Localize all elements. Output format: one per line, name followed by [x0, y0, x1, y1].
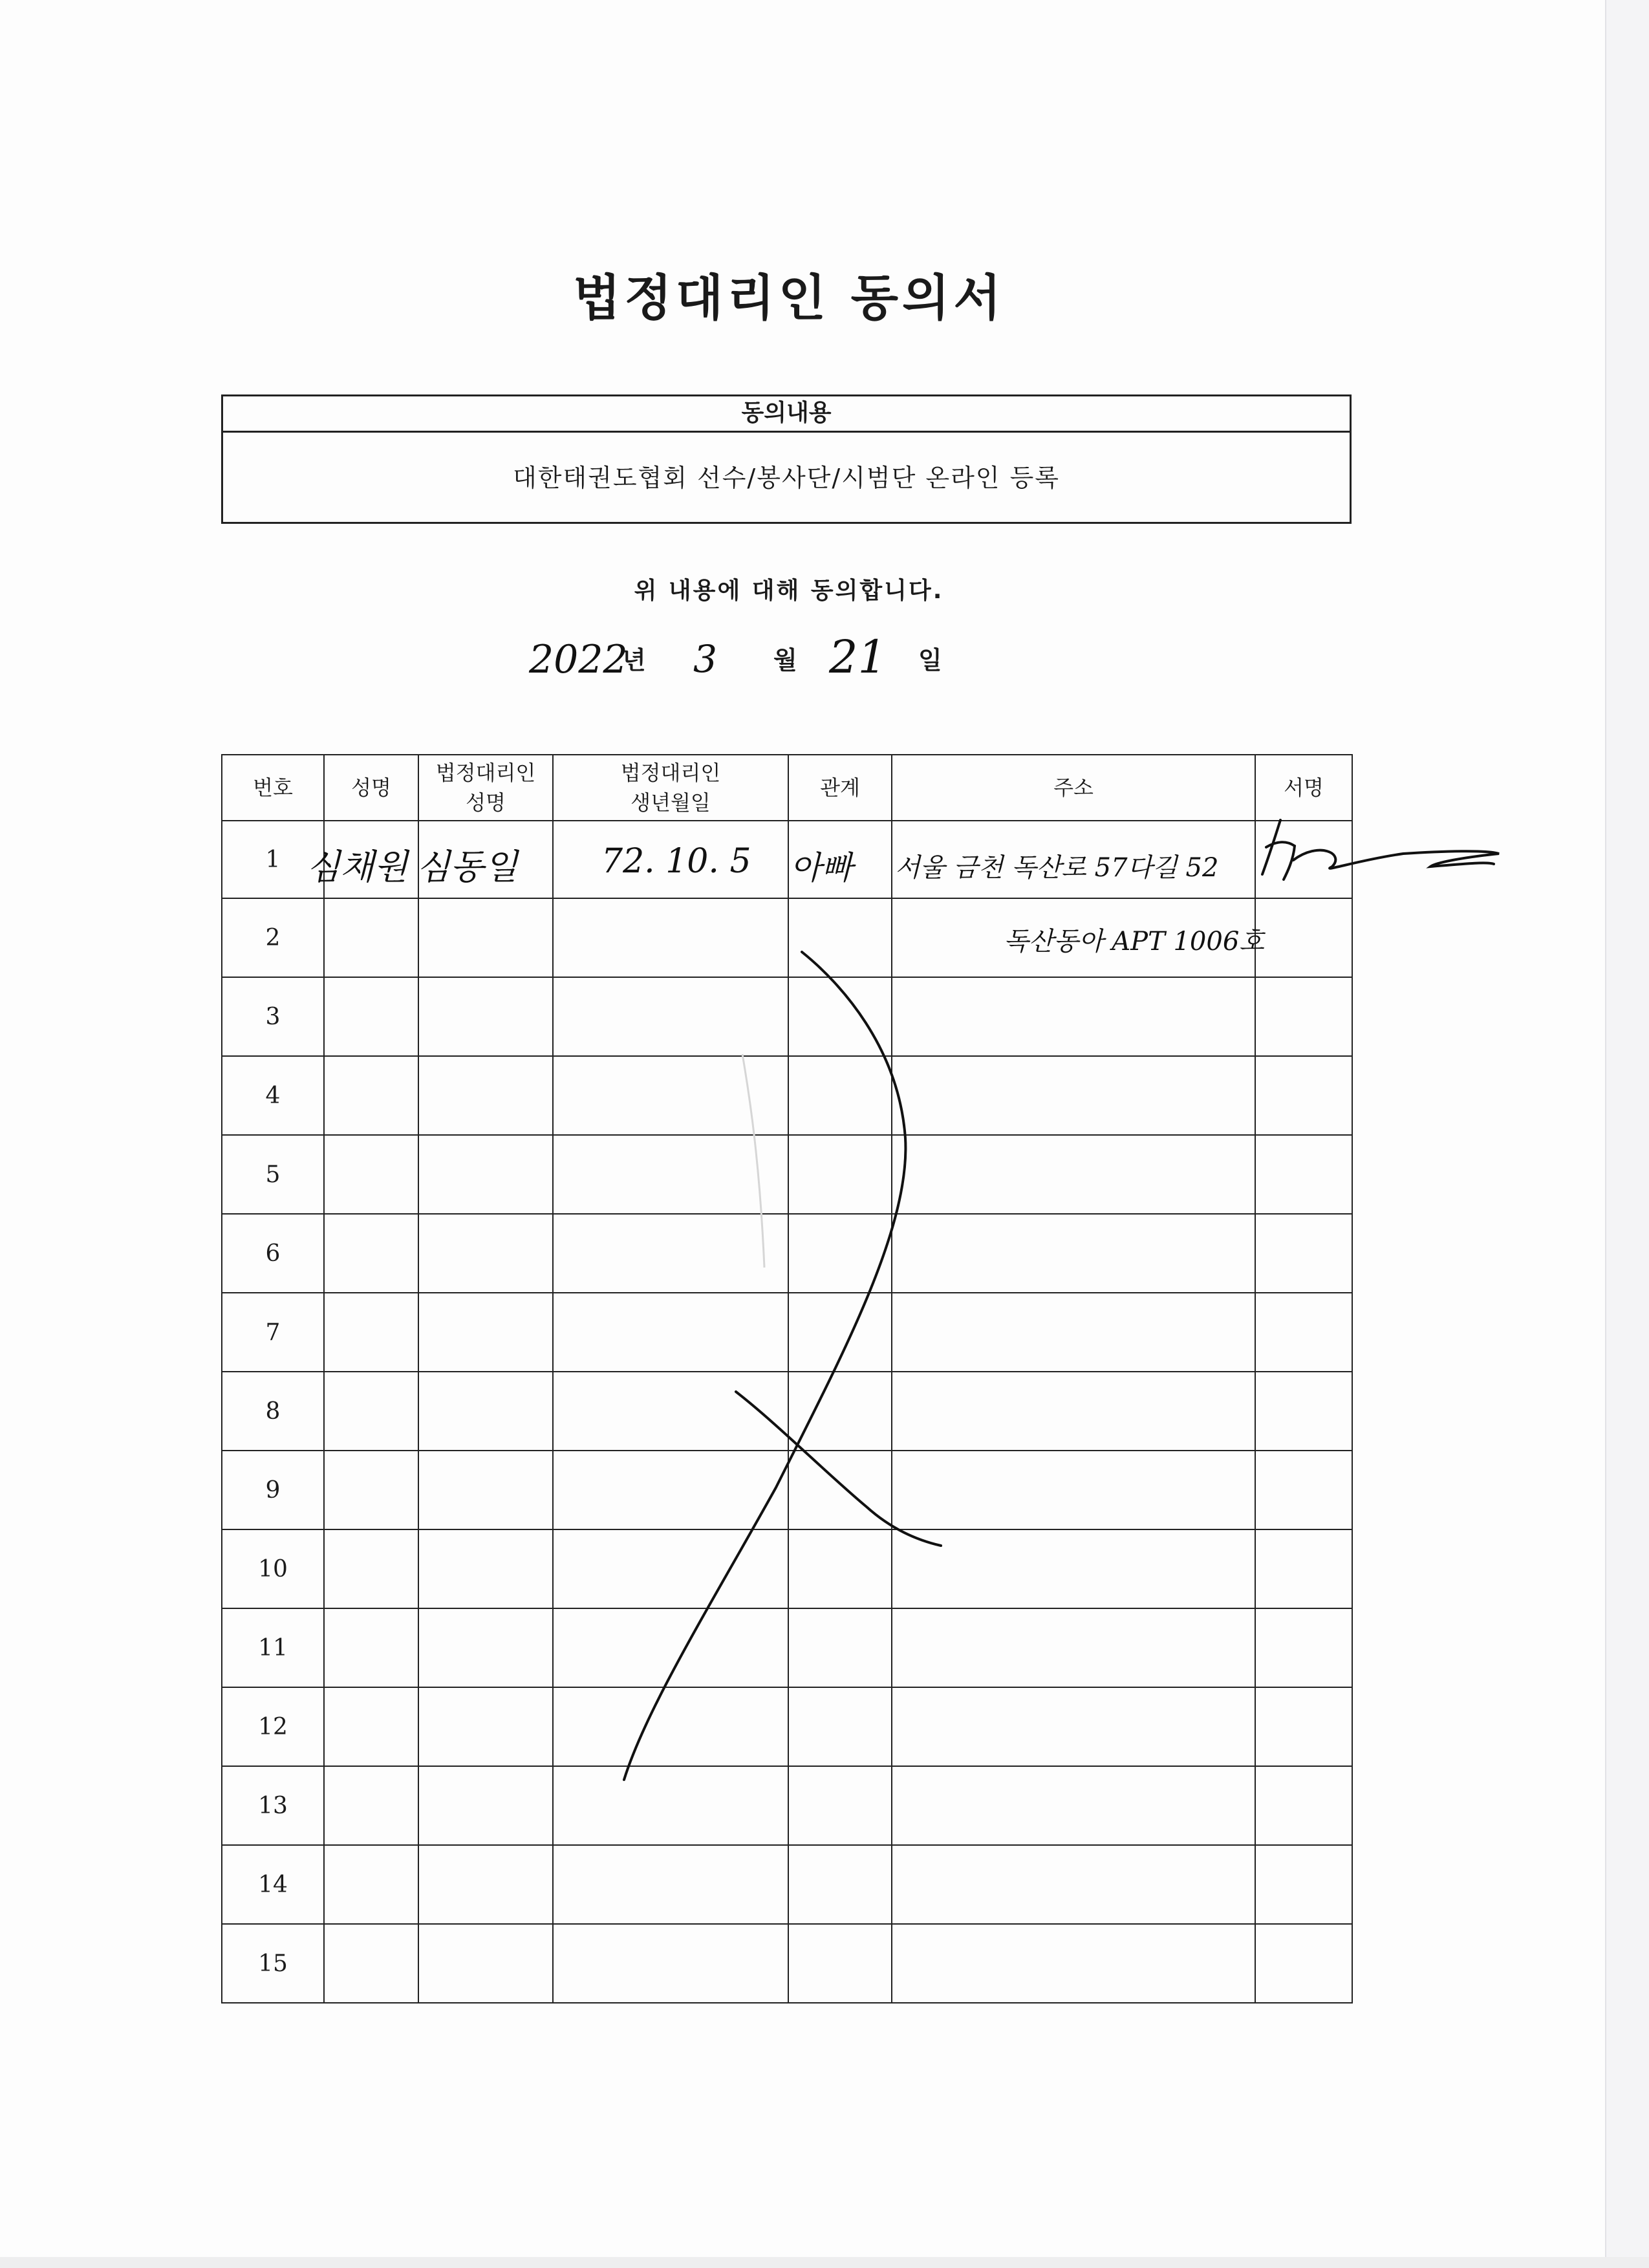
date-year-handwritten: 2022: [529, 637, 628, 682]
table-cell: [1255, 1608, 1352, 1687]
table-body: [222, 821, 1352, 2003]
consent-header: 동의내용: [223, 396, 1350, 433]
table-cell: [418, 1293, 553, 1372]
table-cell: [892, 1687, 1255, 1766]
table-cell: [418, 1924, 553, 2003]
table-cell: [324, 1529, 418, 1608]
table-cell: [553, 1766, 788, 1845]
row-number: 10: [222, 1529, 324, 1608]
row-number: 4: [222, 1056, 324, 1135]
header-guardian-name: 법정대리인 성명: [418, 755, 553, 821]
table-cell: [892, 1766, 1255, 1845]
table-cell: [553, 977, 788, 1056]
table-cell: [324, 1372, 418, 1451]
table-cell: [1255, 1056, 1352, 1135]
table-header-row: [222, 755, 1352, 821]
row-number: 8: [222, 1372, 324, 1451]
table-cell: [1255, 898, 1352, 977]
table-cell: [892, 1451, 1255, 1529]
table-cell: [892, 977, 1255, 1056]
table-row: [222, 1924, 1352, 2003]
table-row: [222, 1845, 1352, 1924]
table-cell: [788, 1924, 892, 2003]
header-signature: 서명: [1255, 755, 1352, 821]
table-cell: [553, 898, 788, 977]
row-number: 14: [222, 1845, 324, 1924]
table-row: [222, 1529, 1352, 1608]
table-cell: [418, 1135, 553, 1214]
date-year-unit: 년: [622, 646, 646, 675]
table-row: [222, 1451, 1352, 1529]
table-cell: [324, 1845, 418, 1924]
table-cell: [1255, 1293, 1352, 1372]
table-cell: [788, 1451, 892, 1529]
entry-guardian-name-handwritten: 심동일: [416, 847, 518, 887]
row-number: 6: [222, 1214, 324, 1293]
date-month-unit: 월: [773, 646, 797, 675]
date-month-handwritten: 3: [693, 637, 717, 681]
table-cell: [418, 1372, 553, 1451]
table-cell: [788, 1845, 892, 1924]
table-cell: [1255, 1372, 1352, 1451]
table-cell: [324, 1766, 418, 1845]
row-number: 2: [222, 898, 324, 977]
table-cell: [788, 1608, 892, 1687]
table-cell: [553, 1687, 788, 1766]
consent-content: 대한태권도협회 선수/봉사단/시범단 온라인 등록: [512, 464, 1060, 492]
table-cell: [788, 1372, 892, 1451]
table-cell: [1255, 1529, 1352, 1608]
table-cell: [1255, 1214, 1352, 1293]
row-number: 5: [222, 1135, 324, 1214]
table-cell: [324, 1135, 418, 1214]
entry-address-line1-handwritten: 서울 금천 독산로 57다길 52: [895, 853, 1219, 883]
table-row: [222, 1135, 1352, 1214]
table-row: [222, 1766, 1352, 1845]
consent-box: [221, 394, 1352, 524]
table-cell: [1255, 1135, 1352, 1214]
table-cell: [892, 1214, 1255, 1293]
table-row: [222, 1372, 1352, 1451]
table-row: [222, 977, 1352, 1056]
table-cell: [324, 977, 418, 1056]
table-cell: [418, 977, 553, 1056]
table-cell: [418, 1529, 553, 1608]
date-day-handwritten: 21: [829, 631, 887, 684]
table-cell: [892, 1135, 1255, 1214]
table-cell: [418, 1766, 553, 1845]
table-cell: [324, 1924, 418, 2003]
row-number: 7: [222, 1293, 324, 1372]
table-cell: [892, 1056, 1255, 1135]
table-cell: [418, 1608, 553, 1687]
table-cell: [1255, 1451, 1352, 1529]
table-row: [222, 1608, 1352, 1687]
table-cell: [324, 1293, 418, 1372]
table-cell: [892, 1293, 1255, 1372]
table-cell: [892, 1608, 1255, 1687]
table-cell: [418, 1687, 553, 1766]
table-cell: [553, 1608, 788, 1687]
table-cell: [553, 1135, 788, 1214]
table-cell: [418, 1845, 553, 1924]
row-number: 9: [222, 1451, 324, 1529]
table-cell: [892, 1529, 1255, 1608]
table-cell: [553, 1845, 788, 1924]
table-cell: [1255, 977, 1352, 1056]
header-relation: 관계: [788, 755, 892, 821]
table-cell: [1255, 1845, 1352, 1924]
table-cell: [788, 1135, 892, 1214]
table-cell: [1255, 821, 1352, 898]
table-cell: [553, 1451, 788, 1529]
table-cell: [553, 1214, 788, 1293]
entry-address-line2-handwritten: 독산동아 APT 1006호: [1004, 927, 1264, 956]
table-cell: [788, 1056, 892, 1135]
entry-name-handwritten: 심채원: [307, 847, 408, 887]
row-number: 11: [222, 1608, 324, 1687]
table-cell: [553, 1924, 788, 2003]
document-title: 법정대리인 동의서: [573, 269, 1005, 327]
header-guardian-birth: 법정대리인 생년월일: [553, 755, 788, 821]
header-name: 성명: [324, 755, 418, 821]
table-row: [222, 1056, 1352, 1135]
table-cell: [418, 1451, 553, 1529]
row-number: 3: [222, 977, 324, 1056]
row-number: 15: [222, 1924, 324, 2003]
table-cell: [324, 1451, 418, 1529]
entry-relation-handwritten: 아빠: [790, 849, 853, 887]
table-cell: [788, 1293, 892, 1372]
table-row: [222, 1214, 1352, 1293]
header-no: 번호: [222, 755, 324, 821]
table-cell: [553, 1056, 788, 1135]
table-cell: [892, 1845, 1255, 1924]
date-day-unit: 일: [918, 646, 942, 675]
table-row: [222, 1687, 1352, 1766]
scan-edge-right: [1605, 0, 1649, 2268]
table-cell: [553, 1529, 788, 1608]
scan-edge-bottom: [0, 2257, 1649, 2268]
table-cell: [324, 1687, 418, 1766]
table-cell: [553, 1293, 788, 1372]
table-cell: [553, 1372, 788, 1451]
table-cell: [788, 898, 892, 977]
table-cell: [788, 1766, 892, 1845]
table-cell: [1255, 1687, 1352, 1766]
row-number: 12: [222, 1687, 324, 1766]
table-cell: [324, 1056, 418, 1135]
entry-guardian-birth-handwritten: 72. 10. 5: [601, 842, 751, 881]
table-cell: [1255, 1924, 1352, 2003]
table-row: [222, 1293, 1352, 1372]
table-cell: [892, 1372, 1255, 1451]
table-cell: [324, 1608, 418, 1687]
table-cell: [892, 1924, 1255, 2003]
table-cell: [1255, 1766, 1352, 1845]
table-cell: [418, 1214, 553, 1293]
table-cell: [324, 898, 418, 977]
table-cell: [418, 898, 553, 977]
row-number: 1: [222, 821, 324, 898]
table-cell: [324, 1214, 418, 1293]
table-cell: [788, 1214, 892, 1293]
row-number: 13: [222, 1766, 324, 1845]
table-cell: [788, 1529, 892, 1608]
table-cell: [788, 1687, 892, 1766]
agreement-text: 위 내용에 대해 동의합니다.: [634, 578, 944, 604]
header-address: 주소: [892, 755, 1255, 821]
table-cell: [788, 977, 892, 1056]
table-cell: [418, 1056, 553, 1135]
